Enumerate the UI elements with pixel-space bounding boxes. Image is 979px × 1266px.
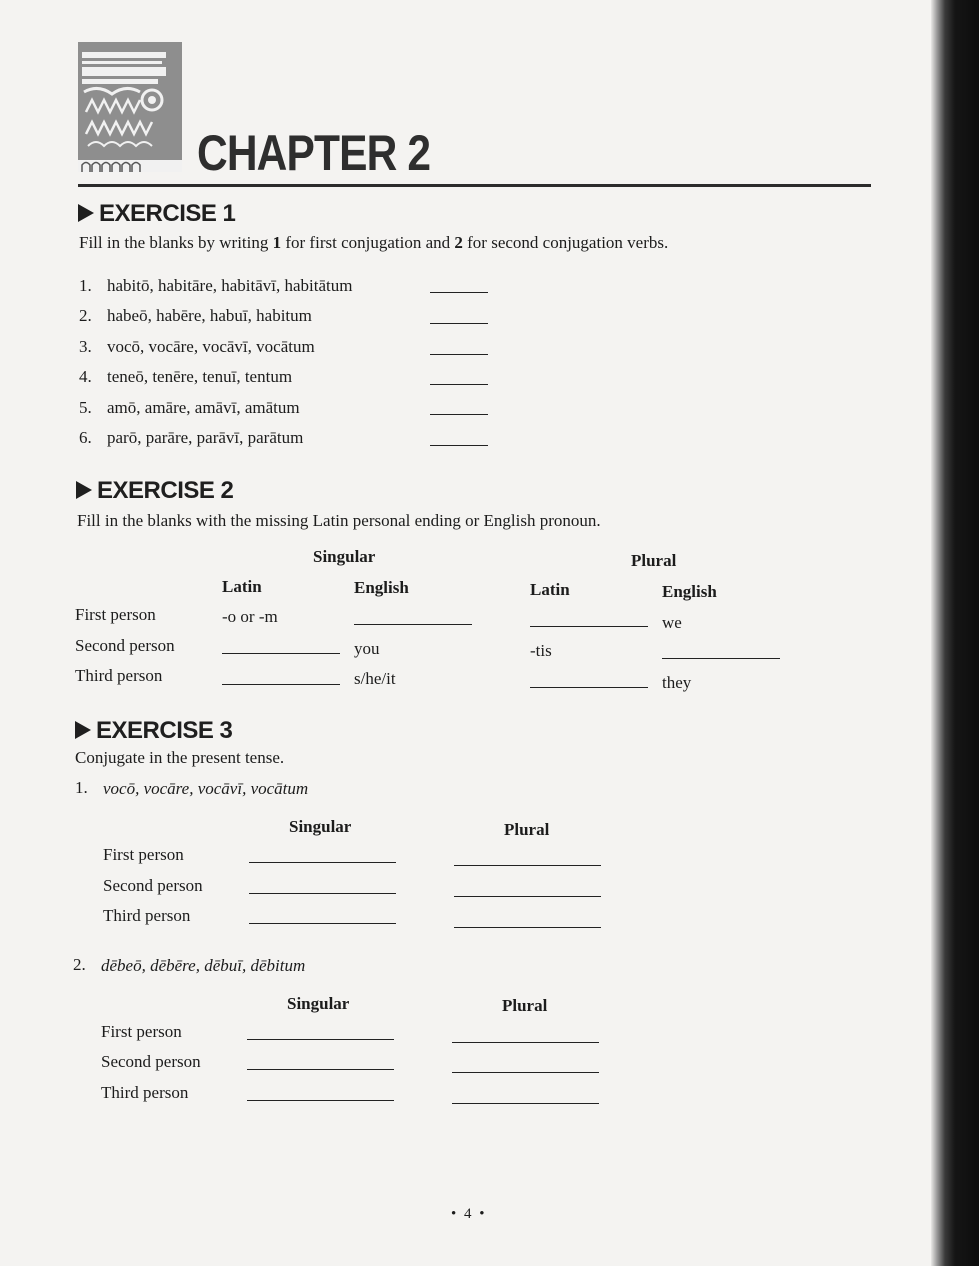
plural-latin-header: Latin <box>530 580 570 599</box>
exercise-1-item-number: 1. <box>79 276 92 295</box>
exercise-2-instruction: Fill in the blanks with the missing Latin personal ending or English pronoun. <box>77 511 601 530</box>
plural-latin-blank[interactable] <box>530 687 648 688</box>
row-label: Second person <box>101 1052 201 1071</box>
book-binding-shadow <box>931 0 979 1266</box>
singular-latin-blank[interactable] <box>222 684 340 685</box>
exercise-1-item-number: 6. <box>79 428 92 447</box>
singular-english-value: you <box>354 639 380 658</box>
singular-answer-blank[interactable] <box>249 893 396 894</box>
exercise-1-item-text: amō, amāre, amāvī, amātum <box>107 398 300 417</box>
triangle-bullet-icon <box>75 721 91 739</box>
exercise-3-heading <box>75 717 232 745</box>
plural-answer-blank[interactable] <box>452 1103 599 1104</box>
row-label: Third person <box>103 906 191 925</box>
exercise-1-item-number: 2. <box>79 306 92 325</box>
exercise-1-title: EXERCISE 1 <box>99 200 236 227</box>
exercise-1-answer-blank[interactable] <box>430 414 488 415</box>
exercise-1-item-text: vocō, vocāre, vocāvī, vocātum <box>107 337 315 356</box>
verb-number: 1. <box>75 778 88 797</box>
singular-english-header: English <box>354 578 409 597</box>
chapter-icon <box>78 42 182 172</box>
plural-english-value: they <box>662 673 692 692</box>
singular-english-value: s/he/it <box>354 669 396 688</box>
row-label: Second person <box>75 636 175 655</box>
row-label: Third person <box>101 1083 189 1102</box>
corinthian-capital-icon <box>78 42 182 172</box>
plural-header: Plural <box>631 551 677 570</box>
plural-english-header: English <box>662 582 717 601</box>
exercise-2-title: EXERCISE 2 <box>97 477 234 504</box>
singular-header: Singular <box>313 547 376 566</box>
singular-english-blank[interactable] <box>354 624 472 625</box>
exercise-1-item-number: 3. <box>79 337 92 356</box>
plural-header: Plural <box>502 996 548 1015</box>
singular-latin-blank[interactable] <box>222 653 340 654</box>
exercise-1-item-text: habitō, habitāre, habitāvī, habitātum <box>107 276 353 295</box>
singular-answer-blank[interactable] <box>249 923 396 924</box>
exercise-1-answer-blank[interactable] <box>430 384 488 385</box>
singular-answer-blank[interactable] <box>247 1069 394 1070</box>
row-label: First person <box>101 1022 182 1041</box>
chapter-rule <box>78 184 871 187</box>
exercise-1-item-text: habeō, habēre, habuī, habitum <box>107 306 312 325</box>
chapter-title: CHAPTER 2 <box>197 125 431 181</box>
triangle-bullet-icon <box>78 204 94 222</box>
plural-latin-value: -tis <box>530 641 552 660</box>
verb-principal-parts: dēbeō, dēbēre, dēbuī, dēbitum <box>101 956 306 975</box>
exercise-3-title: EXERCISE 3 <box>96 717 233 744</box>
plural-english-value: we <box>662 613 682 632</box>
exercise-1-item-text: teneō, tenēre, tenuī, tentum <box>107 367 293 386</box>
row-label: Third person <box>75 666 163 685</box>
exercise-1-heading <box>78 200 235 228</box>
plural-answer-blank[interactable] <box>452 1042 599 1043</box>
row-label: Second person <box>103 876 203 895</box>
verb-number: 2. <box>73 955 86 974</box>
verb-principal-parts: vocō, vocāre, vocāvī, vocātum <box>103 779 309 798</box>
singular-header: Singular <box>289 817 352 836</box>
plural-answer-blank[interactable] <box>454 927 601 928</box>
plural-answer-blank[interactable] <box>452 1072 599 1073</box>
exercise-1-item-text: parō, parāre, parāvī, parātum <box>107 428 304 447</box>
singular-answer-blank[interactable] <box>247 1100 394 1101</box>
singular-answer-blank[interactable] <box>249 862 396 863</box>
exercise-1-answer-blank[interactable] <box>430 323 488 324</box>
exercise-1-item-number: 5. <box>79 398 92 417</box>
exercise-3-instruction: Conjugate in the present tense. <box>75 748 285 767</box>
exercise-1-answer-blank[interactable] <box>430 354 488 355</box>
exercise-1-item-number: 4. <box>79 367 92 386</box>
triangle-bullet-icon <box>76 481 92 499</box>
singular-latin-header: Latin <box>222 577 262 596</box>
plural-english-blank[interactable] <box>662 658 780 659</box>
exercise-1-instruction: Fill in the blanks by writing 1 for first conjugation and 2 for second conjugation verbs. <box>79 233 669 252</box>
exercise-1-answer-blank[interactable] <box>430 445 488 446</box>
exercise-2-heading <box>76 477 233 505</box>
singular-answer-blank[interactable] <box>247 1039 394 1040</box>
exercise-1-answer-blank[interactable] <box>430 292 488 293</box>
row-label: First person <box>103 845 184 864</box>
page-number: • 4 • <box>451 1206 487 1222</box>
singular-latin-value: -o or -m <box>222 607 278 626</box>
row-label: First person <box>75 605 156 624</box>
singular-header: Singular <box>287 994 350 1013</box>
plural-latin-blank[interactable] <box>530 626 648 627</box>
plural-header: Plural <box>504 820 550 839</box>
plural-answer-blank[interactable] <box>454 865 601 866</box>
plural-answer-blank[interactable] <box>454 896 601 897</box>
